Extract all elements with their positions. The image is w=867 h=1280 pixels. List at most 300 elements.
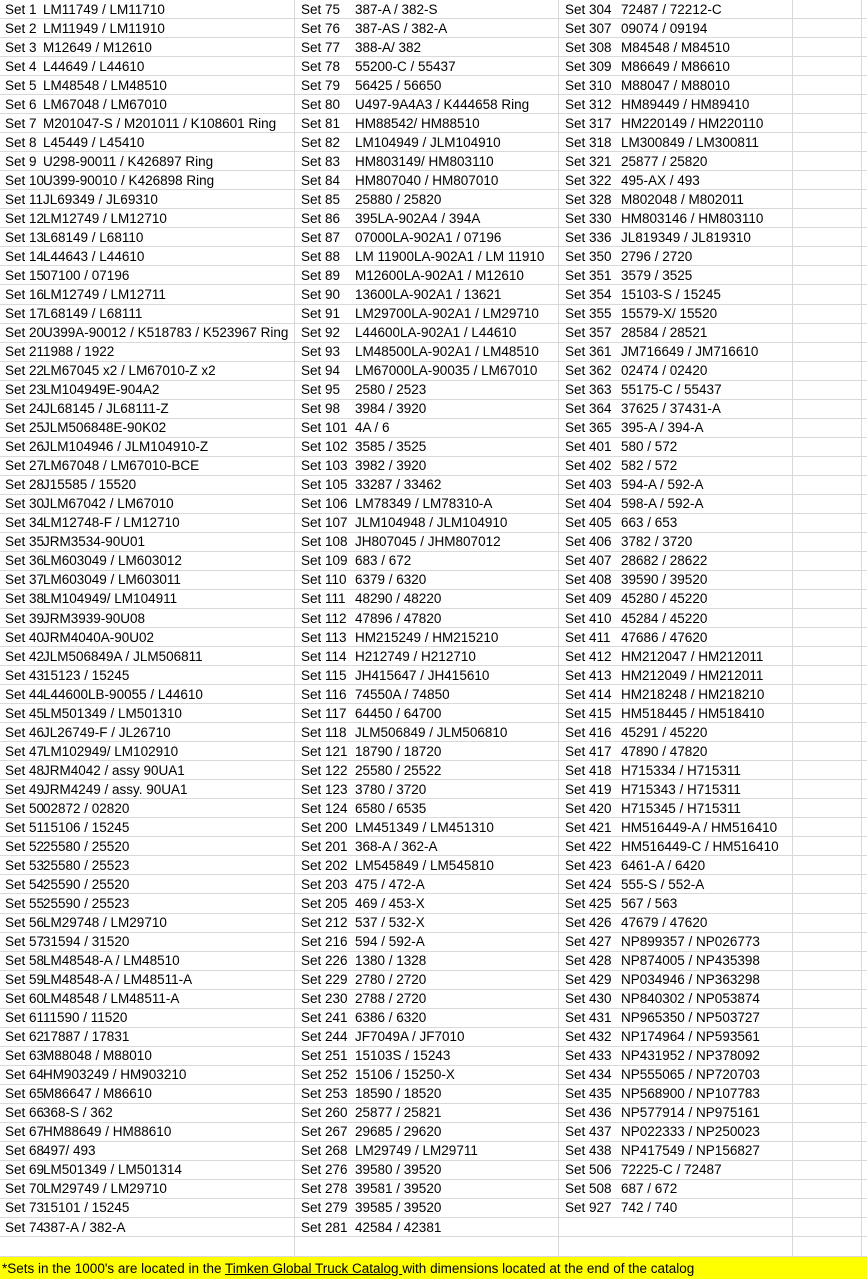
bearing-set-cell[interactable] [559,952,793,970]
bearing-set-cell[interactable] [0,1009,295,1027]
bearing-set-cell[interactable] [0,343,295,361]
part-numbers-value: JL819349 / JL819310 [621,229,751,245]
bearing-set-cell[interactable] [559,1199,793,1217]
bearing-set-cell[interactable] [559,1180,793,1198]
bearing-set-cell[interactable] [0,324,295,342]
empty-cell[interactable] [793,362,862,380]
bearing-set-cell[interactable] [559,171,793,189]
empty-cell[interactable] [793,837,862,855]
empty-cell[interactable] [793,1237,862,1256]
bearing-set-cell[interactable] [559,76,793,94]
bearing-set-cell[interactable] [0,1161,295,1179]
bearing-set-cell[interactable] [559,285,793,303]
bearing-set-cell[interactable] [0,171,295,189]
bearing-set-cell[interactable] [559,209,793,227]
bearing-set-cell[interactable] [0,609,295,627]
bearing-set-cell[interactable] [0,266,295,284]
part-numbers-value: LM29748 / LM29710 [43,915,167,931]
bearing-set-cell[interactable] [0,1199,295,1217]
bearing-set-cell[interactable] [559,533,793,551]
empty-cell[interactable] [793,685,862,703]
bearing-set-cell[interactable] [559,495,793,513]
bearing-set-cell[interactable] [295,438,559,456]
empty-cell [862,114,867,132]
empty-cell[interactable] [793,400,862,418]
bearing-set-cell[interactable] [295,837,559,855]
part-numbers-value: LM12749 / LM12711 [43,286,166,302]
bearing-set-cell[interactable] [559,856,793,874]
part-numbers-value: NP022333 / NP250023 [621,1124,760,1140]
empty-cell[interactable] [793,1123,862,1141]
part-numbers-value: 25877 / 25820 [621,153,708,169]
bearing-set-cell[interactable] [295,742,559,760]
bearing-set-cell[interactable] [0,247,295,265]
bearing-set-cell[interactable] [295,1123,559,1141]
timken-catalog-link[interactable]: Timken Global Truck Catalog [224,1260,403,1276]
set-number-label: Set 6 [5,96,37,112]
bearing-set-cell[interactable] [295,875,559,893]
bearing-set-cell[interactable] [0,704,295,722]
table-row [0,476,867,495]
empty-cell[interactable] [793,1028,862,1046]
empty-cell[interactable] [793,1218,862,1236]
set-number-label: Set 2 [5,20,37,36]
bearing-set-cell[interactable] [559,971,793,989]
part-numbers-value: 3585 / 3525 [355,439,427,455]
bearing-set-cell[interactable] [0,590,295,608]
bearing-set-cell[interactable] [559,685,793,703]
bearing-set-cell[interactable] [295,818,559,836]
bearing-set-cell[interactable] [559,95,793,113]
empty-cell[interactable] [793,723,862,741]
bearing-set-cell[interactable] [0,1142,295,1160]
bearing-set-cell[interactable] [0,362,295,380]
empty-cell[interactable] [793,647,862,665]
empty-cell[interactable] [793,1085,862,1103]
empty-cell[interactable] [793,114,862,132]
bearing-set-cell[interactable] [559,609,793,627]
empty-cell[interactable] [793,1104,862,1122]
bearing-set-cell[interactable] [559,571,793,589]
empty-cell[interactable] [793,209,862,227]
empty-cell[interactable] [793,533,862,551]
bearing-set-cell[interactable] [295,1066,559,1084]
bearing-set-cell[interactable] [0,875,295,893]
empty-cell[interactable] [793,1180,862,1198]
bearing-set-cell[interactable] [295,362,559,380]
bearing-set-cell[interactable] [0,666,295,684]
bearing-set-cell[interactable] [0,914,295,932]
bearing-set-cell[interactable] [0,952,295,970]
empty-cell[interactable] [793,952,862,970]
bearing-set-cell[interactable] [295,647,559,665]
bearing-set-cell[interactable] [0,38,295,56]
empty-cell[interactable] [793,1199,862,1217]
set-number-label: Set 281 [301,1219,348,1235]
bearing-set-cell[interactable] [559,133,793,151]
part-numbers-value: LM451349 / LM451310 [355,819,494,835]
bearing-set-cell[interactable] [295,0,559,18]
empty-cell[interactable] [793,1009,862,1027]
part-numbers-value: 594 / 592-A [355,934,425,950]
bearing-set-cell[interactable] [559,1085,793,1103]
bearing-set-cell[interactable] [559,19,793,37]
bearing-set-cell[interactable] [0,457,295,475]
set-number-label: Set 109 [301,553,348,569]
bearing-set-cell[interactable] [559,457,793,475]
empty-cell[interactable] [793,742,862,760]
bearing-set-cell[interactable] [295,1047,559,1065]
empty-cell[interactable] [793,799,862,817]
bearing-set-cell[interactable] [559,875,793,893]
bearing-set-cell[interactable] [559,1123,793,1141]
bearing-set-cell[interactable] [295,990,559,1008]
bearing-set-cell[interactable] [559,666,793,684]
bearing-set-cell[interactable] [0,305,295,323]
empty-cell[interactable] [793,381,862,399]
bearing-set-cell[interactable] [295,1218,559,1236]
bearing-set-cell[interactable] [295,457,559,475]
bearing-set-cell[interactable] [0,0,295,18]
bearing-set-cell[interactable] [295,628,559,646]
set-number-label: Set 200 [301,819,348,835]
bearing-set-cell[interactable] [295,552,559,570]
bearing-set-cell[interactable] [559,438,793,456]
bearing-set-cell[interactable] [0,1104,295,1122]
bearing-set-cell[interactable] [0,723,295,741]
bearing-set-cell[interactable] [559,799,793,817]
bearing-set-cell[interactable] [559,38,793,56]
bearing-set-cell[interactable] [559,324,793,342]
bearing-set-cell[interactable] [0,1237,295,1256]
bearing-set-cell[interactable] [559,476,793,494]
bearing-set-cell[interactable] [295,1142,559,1160]
empty-cell[interactable] [793,590,862,608]
bearing-set-cell[interactable] [295,419,559,437]
bearing-set-cell[interactable] [295,381,559,399]
set-number-label: Set 405 [565,515,612,531]
bearing-set-cell[interactable] [295,1237,559,1256]
empty-cell[interactable] [793,894,862,912]
bearing-set-cell[interactable] [559,1047,793,1065]
bearing-set-cell[interactable] [295,324,559,342]
bearing-set-cell[interactable] [0,438,295,456]
bearing-set-cell[interactable] [295,133,559,151]
bearing-set-cell[interactable] [559,57,793,75]
empty-cell[interactable] [793,704,862,722]
bearing-set-cell[interactable] [295,95,559,113]
bearing-set-cell[interactable] [559,343,793,361]
table-row [0,38,867,57]
bearing-set-cell[interactable] [295,19,559,37]
empty-cell[interactable] [793,247,862,265]
empty-cell[interactable] [793,1066,862,1084]
empty-cell[interactable] [793,1047,862,1065]
bearing-set-cell[interactable] [0,533,295,551]
set-number-label: Set 27 [5,458,45,474]
empty-cell[interactable] [793,476,862,494]
bearing-set-cell[interactable] [295,1180,559,1198]
bearing-set-cell[interactable] [0,57,295,75]
bearing-set-cell[interactable] [0,933,295,951]
bearing-set-cell[interactable] [295,171,559,189]
bearing-set-cell[interactable] [0,114,295,132]
empty-cell[interactable] [793,133,862,151]
bearing-set-cell[interactable] [559,228,793,246]
bearing-set-cell[interactable] [0,190,295,208]
empty-cell[interactable] [793,914,862,932]
bearing-set-cell[interactable] [0,799,295,817]
bearing-set-cell[interactable] [295,190,559,208]
bearing-set-cell[interactable] [559,266,793,284]
bearing-set-cell[interactable] [295,609,559,627]
bearing-set-cell[interactable] [295,476,559,494]
empty-cell[interactable] [793,324,862,342]
bearing-set-cell[interactable] [559,247,793,265]
bearing-set-cell[interactable] [0,1123,295,1141]
empty-cell[interactable] [793,666,862,684]
empty-cell[interactable] [793,990,862,1008]
empty-cell[interactable] [793,495,862,513]
bearing-set-cell[interactable] [559,704,793,722]
bearing-set-cell[interactable] [295,1104,559,1122]
bearing-set-cell[interactable] [295,57,559,75]
bearing-set-cell[interactable] [0,476,295,494]
empty-cell[interactable] [793,609,862,627]
empty-cell[interactable] [793,0,862,18]
bearing-set-cell[interactable] [0,552,295,570]
bearing-set-cell[interactable] [295,856,559,874]
bearing-set-cell[interactable] [295,400,559,418]
bearing-set-cell[interactable] [559,1066,793,1084]
bearing-set-cell[interactable] [295,76,559,94]
empty-cell[interactable] [793,152,862,170]
bearing-set-cell[interactable] [559,514,793,532]
bearing-set-cell[interactable] [559,742,793,760]
bearing-set-cell[interactable] [559,1142,793,1160]
bearing-set-cell[interactable] [0,818,295,836]
bearing-set-cell[interactable] [0,95,295,113]
bearing-set-cell[interactable] [295,1085,559,1103]
bearing-set-cell[interactable] [559,419,793,437]
empty-cell[interactable] [793,19,862,37]
part-numbers-value: 72225-C / 72487 [621,1162,722,1178]
bearing-set-cell[interactable] [559,894,793,912]
empty-cell[interactable] [793,514,862,532]
bearing-set-cell[interactable] [559,780,793,798]
part-numbers-value: M12600LA-902A1 / M12610 [355,267,524,283]
bearing-set-cell[interactable] [559,1009,793,1027]
bearing-set-cell[interactable] [0,1028,295,1046]
bearing-set-cell[interactable] [295,305,559,323]
empty-cell[interactable] [793,57,862,75]
bearing-set-cell[interactable] [295,152,559,170]
empty-cell[interactable] [793,419,862,437]
empty-cell[interactable] [793,285,862,303]
bearing-set-cell[interactable] [295,894,559,912]
bearing-set-cell[interactable] [559,933,793,951]
bearing-set-cell[interactable] [559,590,793,608]
empty-cell[interactable] [793,761,862,779]
bearing-set-cell[interactable] [0,837,295,855]
bearing-set-cell[interactable] [559,552,793,570]
bearing-set-cell[interactable] [295,571,559,589]
bearing-set-cell[interactable] [0,19,295,37]
bearing-set-cell[interactable] [295,114,559,132]
set-number-label: Set 321 [565,153,612,169]
bearing-set-cell[interactable] [295,590,559,608]
bearing-set-cell[interactable] [295,1009,559,1027]
bearing-set-cell[interactable] [559,0,793,18]
bearing-set-cell[interactable] [295,799,559,817]
empty-cell[interactable] [793,190,862,208]
empty-cell[interactable] [793,228,862,246]
bearing-set-cell[interactable] [559,837,793,855]
part-numbers-value: H715345 / H715311 [621,800,741,816]
bearing-set-cell[interactable] [0,742,295,760]
bearing-set-cell[interactable] [0,419,295,437]
table-row [0,305,867,324]
bearing-set-cell[interactable] [0,133,295,151]
bearing-set-cell[interactable] [295,514,559,532]
bearing-set-cell[interactable] [0,285,295,303]
bearing-set-cell[interactable] [559,647,793,665]
part-numbers-value: JM716649 / JM716610 [621,344,759,360]
bearing-set-cell[interactable] [295,723,559,741]
bearing-set-cell[interactable] [295,266,559,284]
empty-cell[interactable] [793,933,862,951]
set-number-label: Set 5 [5,77,37,93]
empty-cell[interactable] [793,780,862,798]
bearing-set-cell[interactable] [0,990,295,1008]
bearing-set-cell[interactable] [559,1028,793,1046]
bearing-set-cell[interactable] [295,780,559,798]
empty-cell[interactable] [793,571,862,589]
bearing-set-cell[interactable] [559,400,793,418]
bearing-set-cell[interactable] [295,247,559,265]
bearing-set-cell[interactable] [559,152,793,170]
bearing-set-cell[interactable] [559,818,793,836]
bearing-set-cell[interactable] [559,381,793,399]
part-numbers-value: JLM104946 / JLM104910-Z [43,439,209,455]
set-number-label: Set 330 [565,210,612,226]
bearing-set-cell[interactable] [559,362,793,380]
bearing-set-cell[interactable] [0,1085,295,1103]
bearing-set-cell[interactable] [559,190,793,208]
bearing-set-cell[interactable] [295,209,559,227]
bearing-set-cell[interactable] [0,514,295,532]
bearing-set-cell[interactable] [0,1047,295,1065]
empty-cell[interactable] [793,875,862,893]
bearing-set-cell[interactable] [0,761,295,779]
bearing-set-cell[interactable] [559,628,793,646]
bearing-set-cell[interactable] [0,1218,295,1236]
bearing-set-cell[interactable] [295,933,559,951]
bearing-set-cell[interactable] [295,704,559,722]
bearing-set-cell[interactable] [295,343,559,361]
bearing-set-cell[interactable] [0,685,295,703]
bearing-set-cell[interactable] [295,1161,559,1179]
bearing-set-cell[interactable] [295,1199,559,1217]
bearing-set-cell[interactable] [0,647,295,665]
bearing-set-cell[interactable] [0,209,295,227]
part-numbers-value: JL26749-F / JL26710 [43,724,171,740]
bearing-set-cell[interactable] [295,285,559,303]
empty-cell[interactable] [793,818,862,836]
bearing-set-cell[interactable] [0,76,295,94]
bearing-set-cell[interactable] [295,952,559,970]
empty-cell[interactable] [793,971,862,989]
table-row [0,552,867,571]
bearing-set-cell[interactable] [295,971,559,989]
bearing-set-cell[interactable] [295,761,559,779]
bearing-set-cell[interactable] [295,38,559,56]
bearing-set-cell[interactable] [0,571,295,589]
bearing-set-cell[interactable] [295,666,559,684]
bearing-set-cell[interactable] [559,914,793,932]
empty-cell[interactable] [793,76,862,94]
empty-cell[interactable] [793,628,862,646]
bearing-set-cell[interactable] [559,723,793,741]
bearing-set-cell[interactable] [0,1066,295,1084]
bearing-set-cell[interactable] [559,1161,793,1179]
bearing-set-cell[interactable] [0,628,295,646]
bearing-set-cell[interactable] [559,990,793,1008]
empty-cell[interactable] [793,552,862,570]
empty-cell[interactable] [793,343,862,361]
empty-cell[interactable] [793,856,862,874]
bearing-set-cell[interactable] [0,400,295,418]
bearing-set-cell[interactable] [295,685,559,703]
bearing-set-cell[interactable] [0,381,295,399]
bearing-set-cell[interactable] [295,228,559,246]
empty-cell[interactable] [793,38,862,56]
bearing-set-cell[interactable] [559,1218,793,1236]
empty-cell[interactable] [793,171,862,189]
part-numbers-value: JLM506848E-90K02 [43,420,167,436]
bearing-set-cell[interactable] [559,305,793,323]
bearing-set-cell[interactable] [295,533,559,551]
part-numbers-value: LM48500LA-902A1 / LM48510 [355,344,539,360]
bearing-set-cell[interactable] [559,761,793,779]
empty-cell[interactable] [793,438,862,456]
bearing-set-cell[interactable] [0,152,295,170]
bearing-set-cell[interactable] [295,914,559,932]
empty-cell[interactable] [793,266,862,284]
bearing-set-cell[interactable] [0,495,295,513]
empty-cell[interactable] [793,1142,862,1160]
bearing-set-cell[interactable] [559,1104,793,1122]
bearing-set-cell[interactable] [559,114,793,132]
bearing-set-cell[interactable] [0,971,295,989]
bearing-set-cell[interactable] [295,1028,559,1046]
empty-cell[interactable] [793,457,862,475]
empty-cell[interactable] [793,1161,862,1179]
bearing-set-cell[interactable] [0,894,295,912]
bearing-set-cell[interactable] [0,1180,295,1198]
empty-cell [862,628,867,646]
set-number-label: Set 84 [301,172,341,188]
bearing-set-cell[interactable] [0,780,295,798]
bearing-set-cell[interactable] [295,495,559,513]
bearing-set-cell[interactable] [0,228,295,246]
bearing-set-cell[interactable] [559,1237,793,1256]
empty-cell[interactable] [793,95,862,113]
set-number-label: Set 79 [301,77,341,93]
set-number-label: Set 23 [5,382,45,398]
bearing-set-cell[interactable] [0,856,295,874]
empty-cell[interactable] [793,305,862,323]
